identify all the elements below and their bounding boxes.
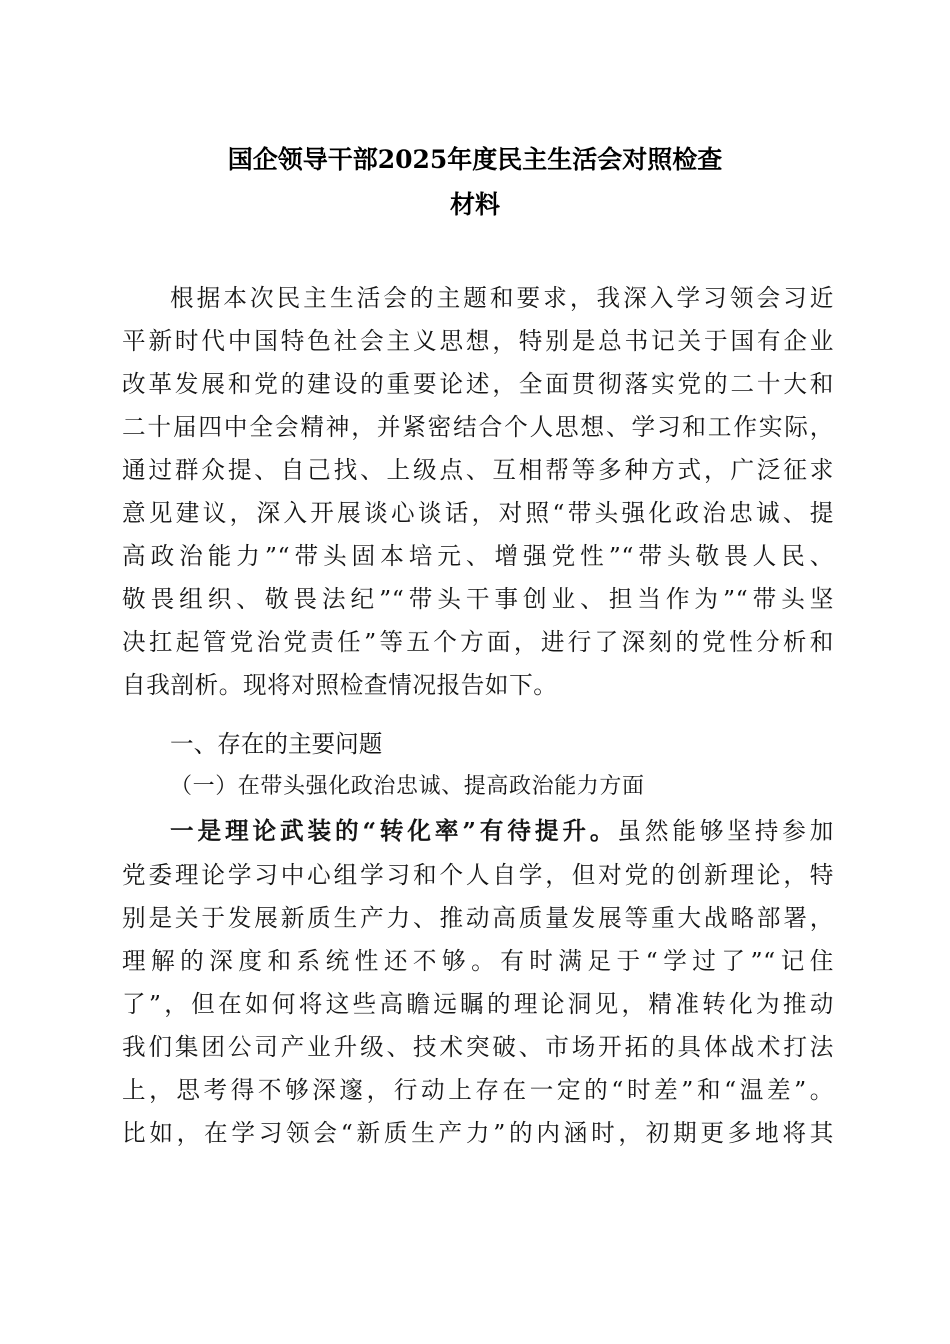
intro-line: 根据本次民主生活会的主题和要求，我深入学习领会习近: [170, 284, 834, 312]
point-first-line: [170, 809, 834, 853]
point-line: 我们集团公司产业升级、技术突破、市场开拓的具体战术打法: [122, 1033, 834, 1061]
intro-line: 改革发展和党的建设的重要论述，全面贯彻落实党的二十大和: [122, 370, 834, 398]
point-line: 比如，在学习领会“新质生产力”的内涵时，初期更多地将其: [122, 1119, 834, 1147]
intro-line: 敬畏组织、敬畏法纪”“带头干事创业、担当作为”“带头坚: [122, 585, 834, 613]
intro-line: 决扛起管党治党责任”等五个方面，进行了深刻的党性分析和: [122, 628, 834, 656]
intro-line: 通过群众提、自己找、上级点、互相帮等多种方式，广泛征求: [122, 456, 834, 484]
subsection-heading: （一）在带头强化政治忠诚、提高政治能力方面: [170, 774, 645, 799]
point-line: 理解的深度和系统性还不够。有时满足于“学过了”“记住: [122, 947, 834, 975]
point-line: 别是关于发展新质生产力、推动高质量发展等重大战略部署，: [122, 904, 834, 932]
intro-line: 高政治能力”“带头固本培元、增强党性”“带头敬畏人民、: [122, 542, 834, 570]
section-heading: 一、存在的主要问题: [170, 730, 383, 758]
point-line: 了”，但在如何将这些高瞻远瞩的理论洞见，精准转化为推动: [122, 990, 834, 1018]
intro-line: 自我剖析。现将对照检查情况报告如下。: [122, 671, 558, 699]
intro-line: 二十届四中全会精神，并紧密结合个人思想、学习和工作实际，: [122, 413, 834, 441]
point-lead: 一是理论武装的“转化率”有待提升。: [170, 817, 618, 845]
document-title-line-2: 材料: [449, 190, 500, 219]
point-line: 党委理论学习中心组学习和个人自学，但对党的创新理论，特: [122, 861, 834, 889]
intro-line: 平新时代中国特色社会主义思想，特别是总书记关于国有企业: [122, 327, 834, 355]
point-first-rest: 虽然能够坚持参加: [617, 817, 834, 845]
point-line: 上，思考得不够深邃，行动上存在一定的“时差”和“温差”。: [122, 1076, 834, 1104]
intro-line: 意见建议，深入开展谈心谈话，对照“带头强化政治忠诚、提: [122, 499, 834, 527]
document-title-line-1: 国企领导干部2025年度民主生活会对照检查: [227, 145, 723, 174]
